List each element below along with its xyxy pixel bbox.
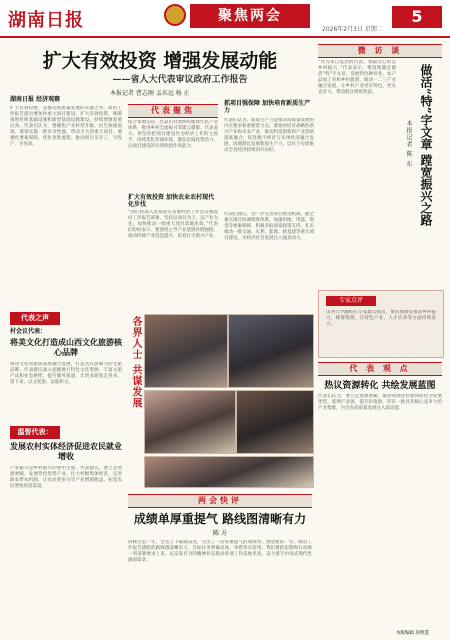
col1-heading: 湖南日报 经济观察 [10,96,61,103]
lead-byline: 本报记者 曹志刚 孟东远 杨 正 [110,90,190,97]
lead-headline: 扩大有效投资 增强发展动能 [42,50,278,72]
right-byline: 本报记者 陈 东 [405,120,412,168]
col2-body: 结合本地实际，代表们对加快构建现代化产业体系、推进乡村全面振兴等建言献策。代表表示，将坚持把项目建设作为经济工作的主抓手，持续优化营商环境，激发民间投资活力，以项目建设的实绩检验作风能力。 [128,120,218,149]
photo-5 [144,456,314,488]
col2b-heading: 扩大有效投资 加快农业农村现代化步伐 [128,194,215,208]
col2-bar [128,104,218,118]
sidebar1-heading: 将美文化打造成山西文化旅游核心品牌 [10,338,122,357]
lead-subhead: ——省人大代表审议政府工作报告 [112,75,248,85]
bottom-bar [128,494,312,508]
right-heading2: 热议资源转化 共绘发展蓝图 [324,381,436,391]
col1-body: 扩大有效投资，是推动高质量发展的关键之举。政府工作报告提出要加快重大项目建设，扩大有效投资，统筹推进传统基础设施和新型基础设施建设，持续增强发展后劲。代表们认为，要聚焦产业转型升级、民生短板弱项，谋划实施一批牵引性强、带动力大的重大项目。要强化要素保障，优化审批流程，推动项目早开工、早投产、早见效。 [10,106,122,147]
col2-heading: 代表聚焦 [151,106,195,115]
expert-tag: 专家点评 [326,296,376,306]
right-body: “作为来自基层的代表，我最关心的是乡村振兴。”代表表示，要因地制宜做活“特”字文章，发展特色种养业、农产品加工业和乡村旅游，推动一二三产业融合发展，让乡村产业更有特色、更具竞争力，带动群众增收致富。 [318,60,396,95]
right-body2: 代表们认为，要立足资源禀赋，推动资源优势加快转化为发展优势，延伸产业链、提升价值链，培育一批具有核心竞争力的产业集群，为全省高质量发展注入新动能。 [318,394,442,411]
issue-date: 2026年2月3日 星期二 [322,26,383,33]
col3-body: 代表们认为，新质生产力是推动高质量发展的内在要求和重要着力点。要加快培育战略性新兴产业和未来产业，推动科技创新和产业创新深度融合，促进数字经济与实体经济融合发展，因地制宜发展新质生产力，以实干实绩推动全省经济持续回升向好。 [224,118,314,153]
expert-body: 山西大学副校长专家建议指出，要因地制宜推动乡村振兴，统筹资源，在特色产业、人才培养等方面持续发力。 [326,310,436,327]
emblem-icon [164,4,186,26]
right-bar [318,44,442,58]
photo-2 [228,314,314,388]
right-bar2-label: 代 表 观 点 [349,364,411,373]
col3-heading: 抓项目强保障 加快培育新质生产力 [224,100,311,114]
sidebar1-body: 推动文化和旅游深度融合发展，打造具有影响力的文旅品牌。代表建议深入挖掘地方特色文化资源，丰富文旅产品和业态供给，提升服务质量，让更多游客走进来、留下来，以文促旅、以旅彰文。 [10,362,122,385]
bottom-bar-label: 两会快评 [198,496,242,505]
section-title: 聚焦两会 [190,4,310,28]
page-number: 5 [392,6,442,28]
col2b-body: “我们将深入贯彻落实省委经济工作会议和政府工作报告部署，坚持以项目为王，以产业为先，加快推动一批重大项目落地见效。”代表们纷纷表示，要围绕主导产业延链补链强链，推动传统产业改造提升，培育壮大新兴产业。 [128,210,218,239]
photo-4 [236,390,314,454]
masthead [0,0,450,38]
bottom-headline: 成绩单厚重提气 路线图清晰有力 [133,512,307,526]
sidebar-tag-2: 温智代表： [10,426,60,439]
photo-caption: 各界人士 共谋发展 [130,316,141,409]
editor-credit: 本版编辑 何明慧 [396,631,429,636]
sidebar1-note: 村会议代表： [10,328,47,335]
photo-3 [144,390,236,454]
sidebar-tag-voices: 代表之声 [10,312,60,325]
bottom-body: 回顾过去一年，全省上下砥砺奋进，交出了一份厚重提气的成绩单。展望新的一年，政府工作报告描绘的路线图清晰有力，目标任务明确具体，举措务实管用。我们要把思想和行动统一到部署要求上来，以奋发有为的精神状态推动各项工作落地见效，奋力谱写中国式现代化湖南篇章。 [128,540,312,563]
right-bar-label: 微 访 谈 [357,46,403,55]
photo-1 [144,314,228,388]
bottom-byline: 陈 方 [213,530,227,537]
right-title: 做活“特”字文章 蹚宽振兴之路 [419,64,433,226]
col3b-body: 代表们建议，进一步完善项目推进机制，健全重点项目协调调度体系，加强用地、用能、资金等要素保障，积极争取国家政策支持，扎实推动一批交通、水利、能源、新基建等重大项目建设，为经济社会发展注入强劲动力。 [224,212,314,241]
sidebar2-heading: 发展农村实体经济促进农民就业增收 [10,442,122,461]
right-bar2 [318,362,442,376]
newspaper-brand: 湖南日报 [8,10,84,31]
sidebar2-body: 产业振兴是乡村振兴的重中之重。代表建议，要立足资源禀赋，发展特色优势产业，壮大村级集体经济，完善联农带农机制，让农民更多分享产业增值收益，拓宽农民增收致富渠道。 [10,466,122,489]
